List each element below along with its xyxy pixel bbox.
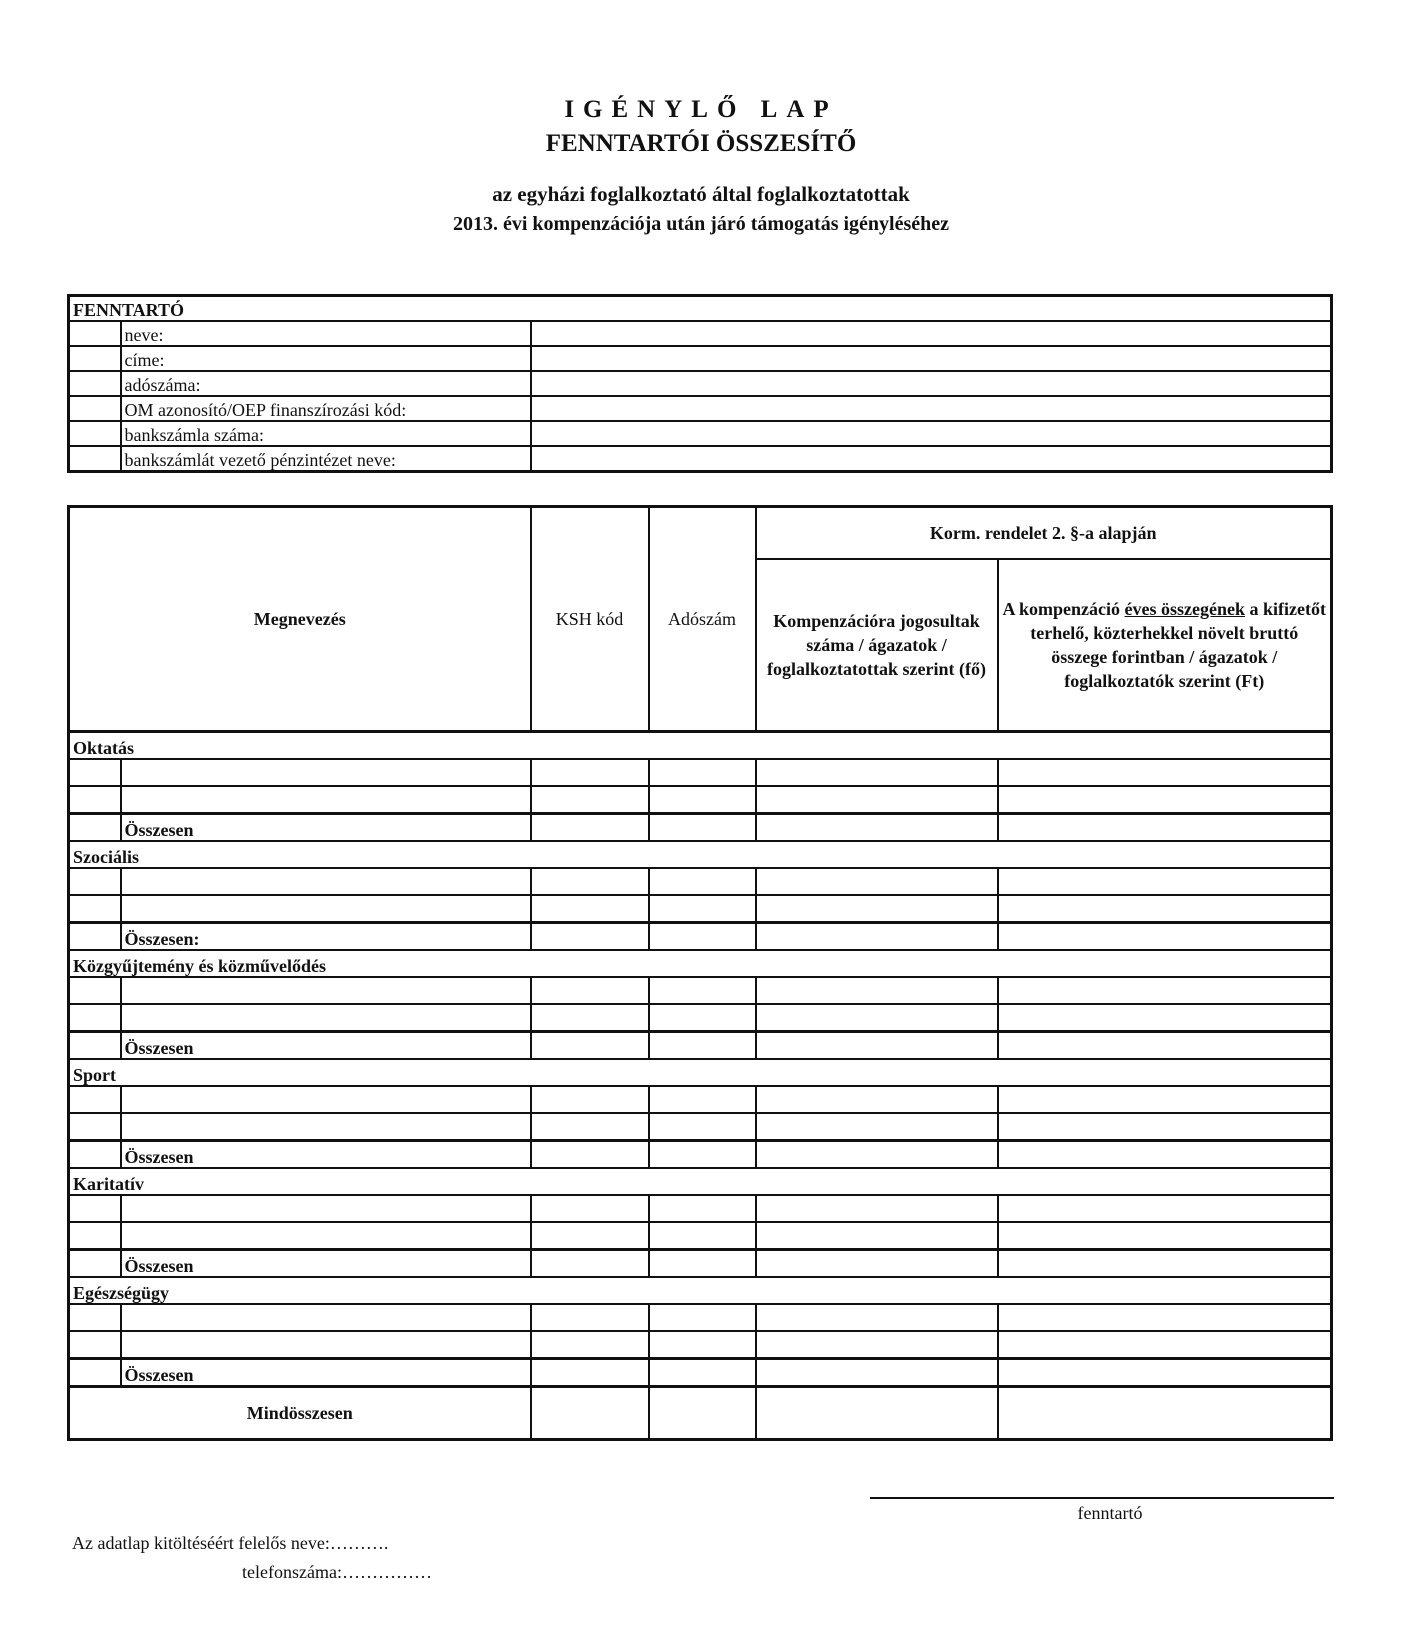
table-row	[69, 786, 1332, 814]
section-total-label: Összesen	[121, 1141, 531, 1169]
section-row	[69, 1059, 1332, 1086]
row-index-cell	[69, 1113, 121, 1141]
entry-cell[interactable]	[756, 895, 998, 923]
field-input-bank-name[interactable]	[531, 446, 1332, 472]
entry-cell[interactable]	[121, 895, 531, 923]
entry-cell[interactable]	[649, 977, 756, 1004]
section-total-label: Összesen	[121, 1250, 531, 1278]
total-cell[interactable]	[998, 1359, 1332, 1387]
grand-total-label: Mindösszesen	[69, 1387, 531, 1440]
table-row	[69, 977, 1332, 1004]
section-total-label: Összesen	[121, 1032, 531, 1060]
total-cell[interactable]	[531, 1359, 649, 1387]
field-label-om-code: OM azonosító/OEP finanszírozási kód:	[121, 396, 531, 421]
entry-cell[interactable]	[121, 1004, 531, 1032]
row-index-cell	[69, 868, 121, 895]
field-input-address[interactable]	[531, 346, 1332, 371]
section-heading: Egészségügy	[69, 1277, 1332, 1304]
total-cell[interactable]	[756, 1359, 998, 1387]
entry-cell[interactable]	[531, 1004, 649, 1032]
entry-cell[interactable]	[649, 1331, 756, 1359]
entry-cell[interactable]	[998, 786, 1332, 814]
form-description-line2: 2013. évi kompenzációja után járó támogatás igényléséhez	[452, 213, 950, 235]
entry-cell[interactable]	[756, 868, 998, 895]
entry-cell[interactable]	[756, 1113, 998, 1141]
total-cell[interactable]	[756, 923, 998, 951]
entry-cell[interactable]	[121, 1331, 531, 1359]
total-cell[interactable]	[756, 1032, 998, 1060]
total-cell[interactable]	[531, 1250, 649, 1278]
table-row	[69, 759, 1332, 786]
row-index-cell	[69, 895, 121, 923]
grand-total-row	[69, 1387, 1332, 1440]
entry-cell[interactable]	[756, 1304, 998, 1331]
entry-cell[interactable]	[649, 1304, 756, 1331]
total-cell[interactable]	[649, 1032, 756, 1060]
total-cell[interactable]	[649, 814, 756, 842]
form-title: IGÉNYLŐ LAP	[564, 96, 838, 123]
entry-cell[interactable]	[121, 1304, 531, 1331]
total-cell[interactable]	[531, 814, 649, 842]
entry-cell[interactable]	[531, 1113, 649, 1141]
entry-cell[interactable]	[998, 1304, 1332, 1331]
entry-cell[interactable]	[531, 786, 649, 814]
row-index-cell	[69, 1141, 121, 1169]
entry-cell[interactable]	[531, 1086, 649, 1113]
entry-cell[interactable]	[998, 977, 1332, 1004]
entry-cell[interactable]	[649, 1113, 756, 1141]
responsible-phone: telefonszáma:……………	[242, 1562, 432, 1582]
total-cell[interactable]	[998, 1250, 1332, 1278]
entry-cell[interactable]	[531, 868, 649, 895]
field-label-bank-name: bankszámlát vezető pénzintézet neve:	[121, 446, 531, 472]
table-row	[69, 1195, 1332, 1222]
fenntarto-table	[67, 294, 1333, 473]
total-cell[interactable]	[649, 1359, 756, 1387]
entry-cell[interactable]	[121, 759, 531, 786]
row-index-cell	[69, 977, 121, 1004]
section-total-row	[69, 923, 1332, 951]
entry-cell[interactable]	[756, 759, 998, 786]
entry-cell[interactable]	[121, 977, 531, 1004]
entry-cell[interactable]	[998, 1195, 1332, 1222]
total-cell[interactable]	[649, 1141, 756, 1169]
field-label-taxnumber: adószáma:	[121, 371, 531, 396]
section-total-row	[69, 1250, 1332, 1278]
header-count: Kompenzációra jogosultak száma / ágazatok / foglalkoztatottak szerint (fő)	[756, 559, 998, 732]
total-cell[interactable]	[756, 814, 998, 842]
grand-total-cell[interactable]	[756, 1387, 998, 1440]
entry-cell[interactable]	[649, 895, 756, 923]
field-label-address: címe:	[121, 346, 531, 371]
header-amount: A kompenzáció éves összegének a kifizetőt terhelő, közterhekkel növelt bruttó összege forintban / ágazatok / foglalkoztatók szerint (Ft)	[998, 559, 1332, 732]
entry-cell[interactable]	[649, 1195, 756, 1222]
entry-cell[interactable]	[998, 1331, 1332, 1359]
header-group: Korm. rendelet 2. §-a alapján	[756, 507, 1332, 560]
section-total-label: Összesen:	[121, 923, 531, 951]
table-row	[69, 1004, 1332, 1032]
responsible-person: Az adatlap kitöltéséért felelős neve:……….	[72, 1533, 389, 1553]
entry-cell[interactable]	[121, 786, 531, 814]
total-cell[interactable]	[998, 1032, 1332, 1060]
row-index-cell	[69, 1004, 121, 1032]
row-index-cell	[69, 814, 121, 842]
table-row	[69, 1222, 1332, 1250]
section-total-row	[69, 1359, 1332, 1387]
total-cell[interactable]	[998, 814, 1332, 842]
entry-cell[interactable]	[121, 868, 531, 895]
field-input-name[interactable]	[531, 321, 1332, 346]
section-heading: Karitatív	[69, 1168, 1332, 1195]
entry-cell[interactable]	[756, 1086, 998, 1113]
grand-total-cell[interactable]	[649, 1387, 756, 1440]
section-heading: Oktatás	[69, 732, 1332, 760]
table-row	[69, 895, 1332, 923]
table-row	[69, 1086, 1332, 1113]
section-heading: Közgyűjtemény és közművelődés	[69, 950, 1332, 977]
section-total-label: Összesen	[121, 1359, 531, 1387]
row-index-cell	[69, 1222, 121, 1250]
row-index-cell	[69, 1195, 121, 1222]
entry-cell[interactable]	[998, 1113, 1332, 1141]
entry-cell[interactable]	[649, 1086, 756, 1113]
total-cell[interactable]	[531, 923, 649, 951]
table-row	[69, 1304, 1332, 1331]
entry-cell[interactable]	[756, 977, 998, 1004]
table-row	[69, 1331, 1332, 1359]
section-total-row	[69, 1032, 1332, 1060]
table-row	[69, 868, 1332, 895]
grand-total-cell[interactable]	[998, 1387, 1332, 1440]
header-name: Megnevezés	[69, 507, 531, 732]
total-cell[interactable]	[649, 1250, 756, 1278]
fenntarto-heading: FENNTARTÓ	[69, 296, 1332, 322]
entry-cell[interactable]	[756, 1195, 998, 1222]
total-cell[interactable]	[649, 923, 756, 951]
entry-cell[interactable]	[531, 759, 649, 786]
entry-cell[interactable]	[998, 868, 1332, 895]
row-index-cell	[69, 1250, 121, 1278]
field-input-om-code[interactable]	[531, 396, 1332, 421]
row-index-cell	[69, 1359, 121, 1387]
entry-cell[interactable]	[531, 977, 649, 1004]
entry-cell[interactable]	[756, 1004, 998, 1032]
row-index-cell	[69, 759, 121, 786]
section-row	[69, 950, 1332, 977]
entry-cell[interactable]	[998, 1222, 1332, 1250]
total-cell[interactable]	[998, 1141, 1332, 1169]
field-label-bank-account: bankszámla száma:	[121, 421, 531, 446]
entry-cell[interactable]	[649, 1004, 756, 1032]
section-row	[69, 841, 1332, 868]
total-cell[interactable]	[531, 1032, 649, 1060]
form-description-line1: az egyházi foglalkoztató által foglalkoztatottak	[492, 182, 910, 206]
entry-cell[interactable]	[998, 1004, 1332, 1032]
row-index-cell	[69, 1086, 121, 1113]
section-total-label: Összesen	[121, 814, 531, 842]
entry-cell[interactable]	[121, 1195, 531, 1222]
entry-cell[interactable]	[756, 1331, 998, 1359]
entry-cell[interactable]	[649, 759, 756, 786]
total-cell[interactable]	[998, 923, 1332, 951]
row-index-cell	[69, 1331, 121, 1359]
section-heading: Sport	[69, 1059, 1332, 1086]
total-cell[interactable]	[756, 1141, 998, 1169]
row-index-cell	[69, 786, 121, 814]
section-total-row	[69, 814, 1332, 842]
entry-cell[interactable]	[998, 1086, 1332, 1113]
total-cell[interactable]	[531, 1141, 649, 1169]
field-label-name: neve:	[121, 321, 531, 346]
signature-label: fenntartó	[1077, 1503, 1143, 1523]
field-input-bank-account[interactable]	[531, 421, 1332, 446]
compensation-table	[67, 505, 1333, 1441]
entry-cell[interactable]	[531, 895, 649, 923]
entry-cell[interactable]	[756, 1222, 998, 1250]
entry-cell[interactable]	[531, 1304, 649, 1331]
section-row	[69, 1277, 1332, 1304]
entry-cell[interactable]	[531, 1222, 649, 1250]
section-total-row	[69, 1141, 1332, 1169]
entry-cell[interactable]	[121, 1113, 531, 1141]
row-index-cell	[69, 923, 121, 951]
header-ksh: KSH kód	[531, 507, 649, 732]
entry-cell[interactable]	[649, 1222, 756, 1250]
table-row	[69, 1113, 1332, 1141]
entry-cell[interactable]	[998, 895, 1332, 923]
section-heading: Szociális	[69, 841, 1332, 868]
field-input-taxnumber[interactable]	[531, 371, 1332, 396]
entry-cell[interactable]	[531, 1331, 649, 1359]
entry-cell[interactable]	[121, 1222, 531, 1250]
entry-cell[interactable]	[531, 1195, 649, 1222]
entry-cell[interactable]	[121, 1086, 531, 1113]
row-index-cell	[69, 1032, 121, 1060]
form-subtitle: FENNTARTÓI ÖSSZESÍTŐ	[545, 130, 857, 157]
grand-total-cell[interactable]	[531, 1387, 649, 1440]
header-amount-underlined: éves összegének	[1124, 599, 1245, 619]
entry-cell[interactable]	[649, 786, 756, 814]
header-tax: Adószám	[649, 507, 756, 732]
signature-line	[870, 1497, 1334, 1499]
section-row	[69, 732, 1332, 760]
entry-cell[interactable]	[649, 868, 756, 895]
total-cell[interactable]	[756, 1250, 998, 1278]
entry-cell[interactable]	[756, 786, 998, 814]
row-index-cell	[69, 1304, 121, 1331]
entry-cell[interactable]	[998, 759, 1332, 786]
section-row	[69, 1168, 1332, 1195]
